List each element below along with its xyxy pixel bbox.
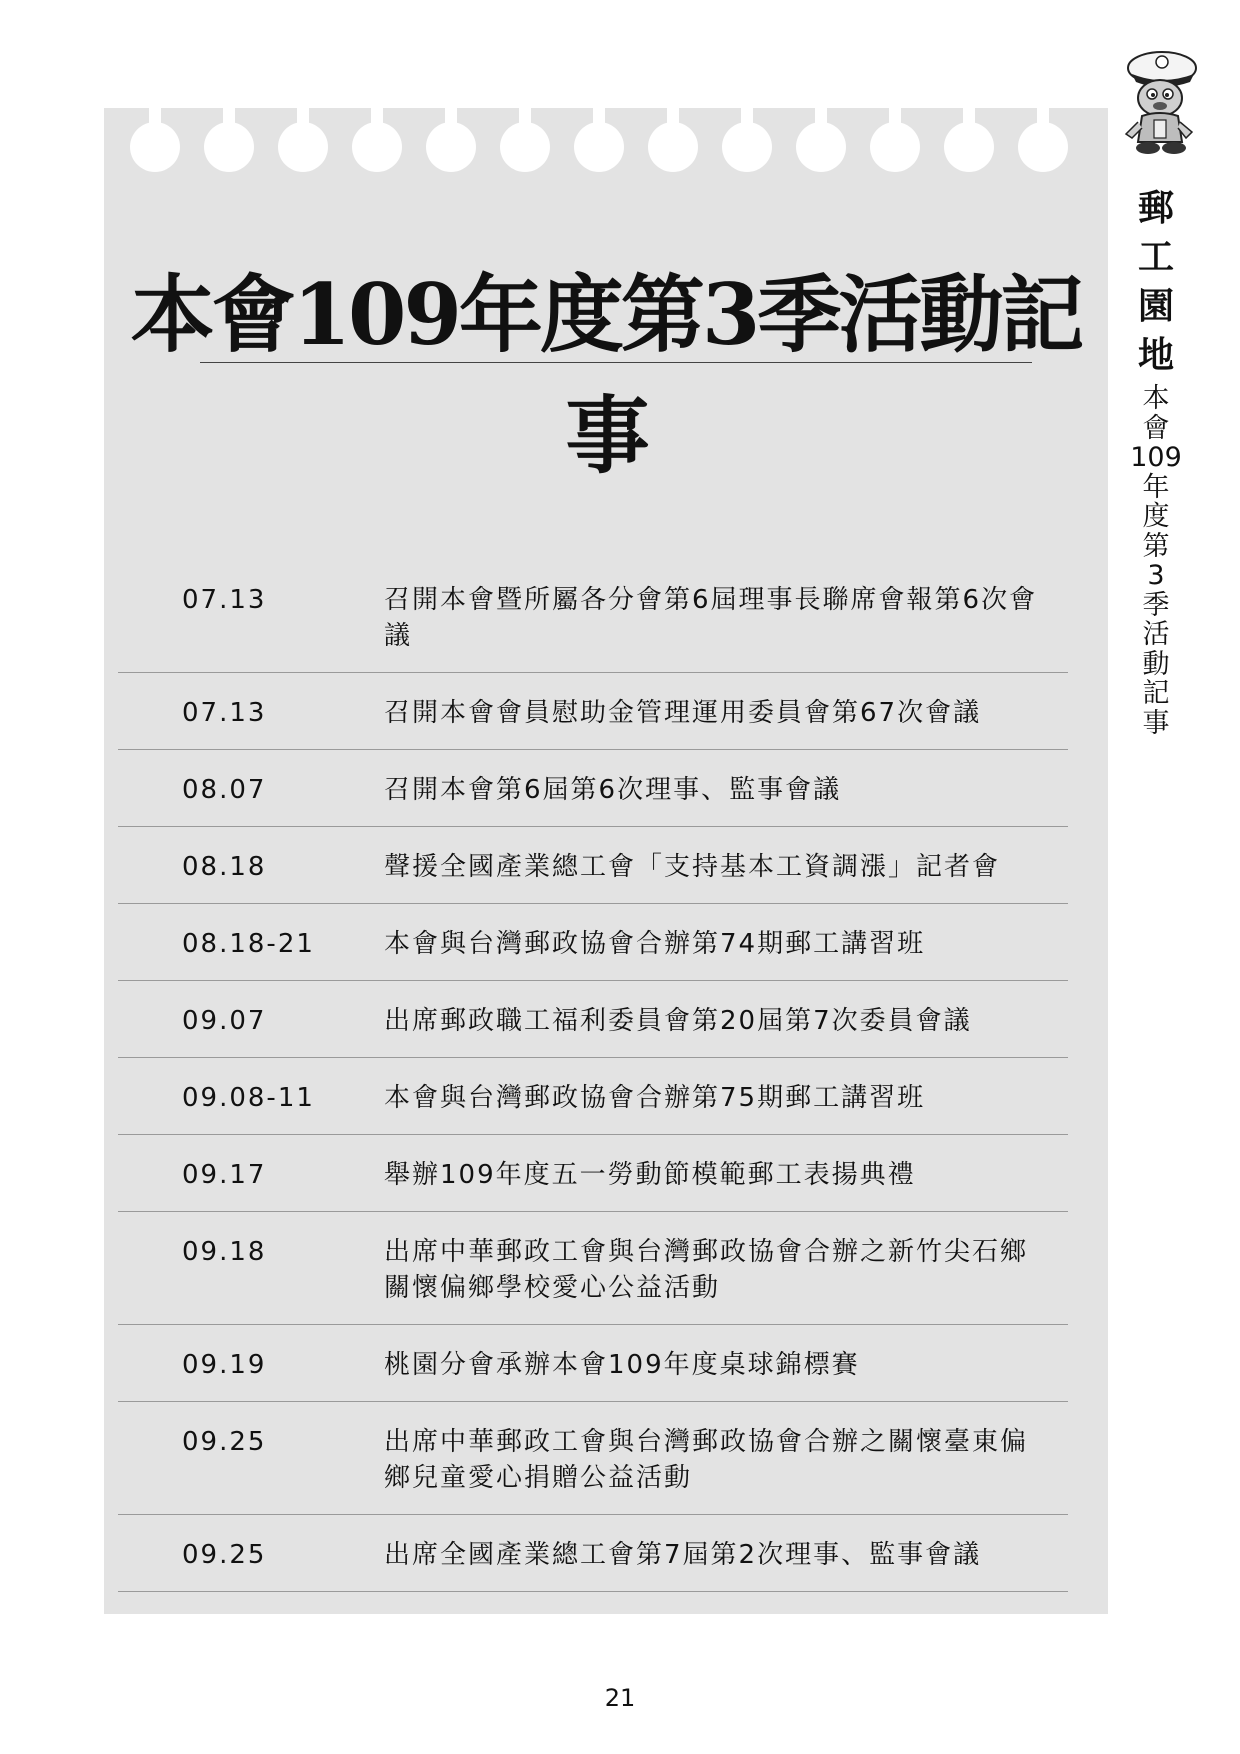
binder-hole — [352, 122, 402, 172]
vertical-title-char: 本 — [1142, 383, 1170, 414]
vertical-article-title — [1126, 384, 1186, 738]
section-name-char: 地 — [1137, 334, 1174, 376]
event-description: 桃園分會承辦本會109年度桌球錦標賽 — [384, 1350, 860, 1380]
event-date: 08.18 — [182, 852, 267, 882]
event-description: 出席中華郵政工會與台灣郵政協會合辦之新竹尖石鄉關懷偏鄉學校愛心公益活動 — [384, 1237, 1029, 1303]
event-row — [118, 1135, 1068, 1212]
vertical-title-char: 年 — [1142, 471, 1170, 503]
event-date: 08.18-21 — [182, 929, 315, 959]
event-description: 舉辦109年度五一勞動節模範郵工表揚典禮 — [384, 1160, 916, 1190]
vertical-title-char: 事 — [1142, 707, 1170, 739]
event-row — [118, 981, 1068, 1058]
binder-hole — [722, 122, 772, 172]
binder-hole — [204, 122, 254, 172]
event-row — [118, 827, 1068, 904]
page-number: 21 — [604, 1684, 636, 1712]
binder-hole — [870, 122, 920, 172]
section-name-char: 工 — [1137, 236, 1174, 278]
postal-worker-mascot-icon — [1118, 46, 1202, 158]
event-row — [118, 560, 1068, 673]
event-description: 召開本會第6屆第6次理事、監事會議 — [384, 775, 842, 805]
binder-hole — [130, 122, 180, 172]
vertical-title-char: 第 — [1142, 530, 1170, 562]
vertical-title-char: 動 — [1142, 648, 1170, 680]
vertical-title-char: 會 — [1142, 412, 1170, 444]
event-date: 08.07 — [182, 775, 267, 805]
event-row — [118, 1212, 1068, 1325]
section-name-char: 園 — [1137, 285, 1174, 327]
section-name — [1126, 184, 1186, 380]
event-description: 聲援全國產業總工會「支持基本工資調漲」記者會 — [384, 852, 1001, 882]
binder-hole — [944, 122, 994, 172]
binder-hole — [278, 122, 328, 172]
vertical-title-char: 季 — [1142, 589, 1170, 621]
event-date: 09.07 — [182, 1006, 267, 1036]
event-row — [118, 1515, 1068, 1592]
event-description: 召開本會會員慰助金管理運用委員會第67次會議 — [384, 698, 982, 728]
binder-hole — [796, 122, 846, 172]
page-title: 本會109年度第3季活動記事 — [130, 265, 1082, 485]
note-card — [104, 108, 1108, 1614]
event-description: 本會與台灣郵政協會合辦第74期郵工講習班 — [384, 929, 926, 959]
event-description: 本會與台灣郵政協會合辦第75期郵工講習班 — [384, 1083, 926, 1113]
vertical-title-char: 活 — [1142, 619, 1170, 650]
binder-hole — [500, 122, 550, 172]
event-row — [118, 904, 1068, 981]
event-description: 出席中華郵政工會與台灣郵政協會合辦之關懷臺東偏鄉兒童愛心捐贈公益活動 — [384, 1427, 1029, 1493]
event-date: 09.17 — [182, 1160, 267, 1190]
events-table — [118, 560, 1068, 1592]
event-date: 09.18 — [182, 1237, 267, 1267]
event-date: 09.25 — [182, 1427, 267, 1457]
event-date: 07.13 — [182, 585, 267, 615]
event-description: 出席郵政職工福利委員會第20屆第7次委員會議 — [384, 1006, 972, 1036]
binder-hole — [1018, 122, 1068, 172]
event-description: 召開本會暨所屬各分會第6屆理事長聯席會報第6次會議 — [384, 585, 1038, 651]
vertical-title-char: 記 — [1142, 678, 1170, 709]
vertical-title-char: 3 — [1147, 560, 1165, 591]
event-row — [118, 673, 1068, 750]
event-date: 07.13 — [182, 698, 267, 728]
vertical-title-char: 109 — [1130, 442, 1182, 473]
binder-hole — [426, 122, 476, 172]
binder-hole — [648, 122, 698, 172]
event-row — [118, 750, 1068, 827]
title-underline — [200, 362, 1032, 363]
binder-holes — [104, 108, 1108, 178]
event-row — [118, 1325, 1068, 1402]
event-row — [118, 1402, 1068, 1515]
event-date: 09.25 — [182, 1540, 267, 1570]
event-row — [118, 1058, 1068, 1135]
event-description: 出席全國產業總工會第7屆第2次理事、監事會議 — [384, 1540, 982, 1570]
vertical-title-char: 度 — [1142, 501, 1170, 532]
binder-hole — [574, 122, 624, 172]
section-name-char: 郵 — [1137, 187, 1174, 229]
event-date: 09.08-11 — [182, 1083, 315, 1113]
event-date: 09.19 — [182, 1350, 267, 1380]
